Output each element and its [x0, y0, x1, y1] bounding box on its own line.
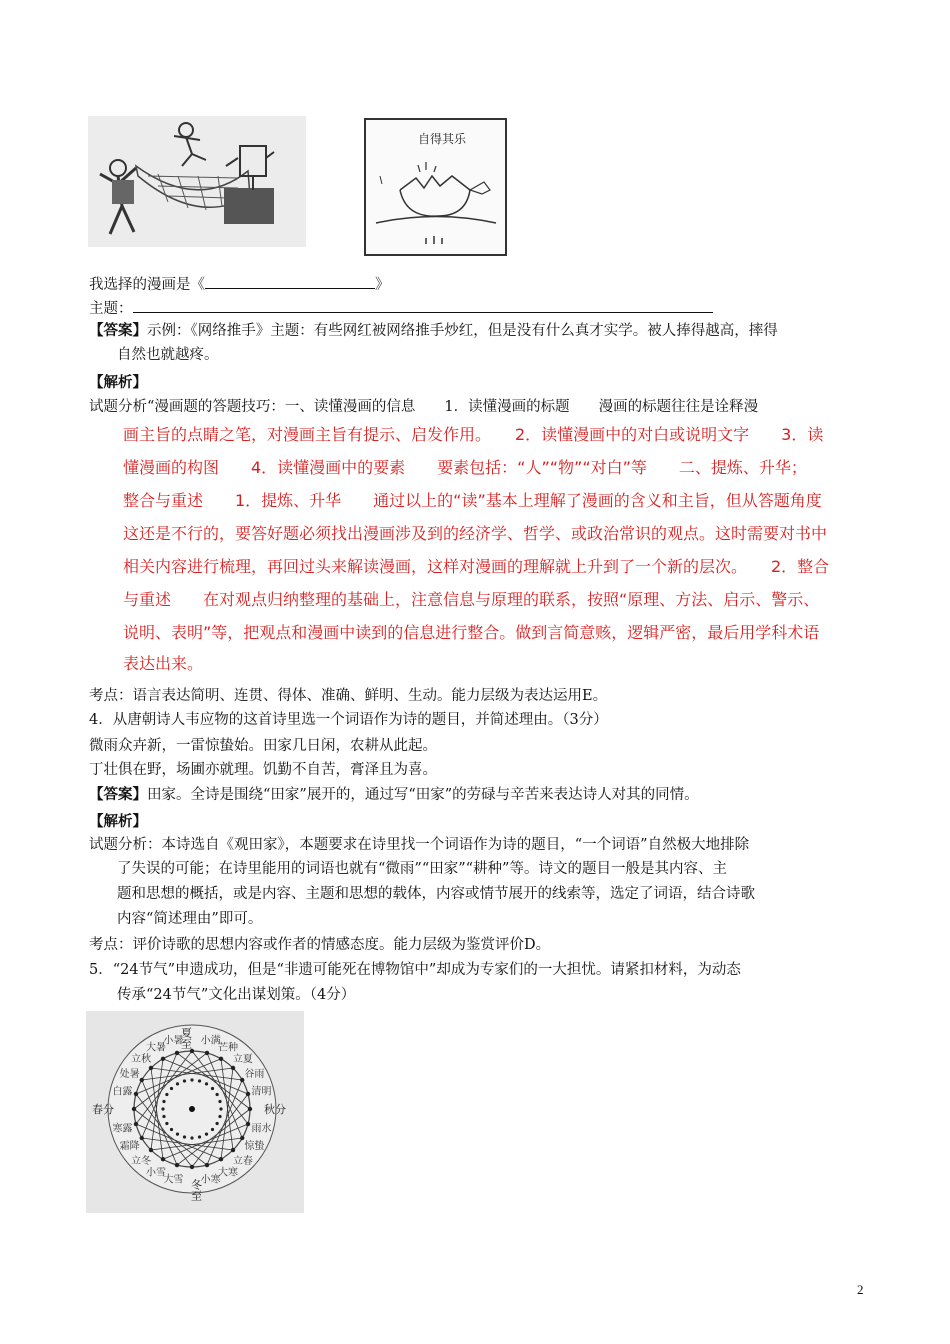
theme-label: 主题：: [89, 301, 133, 317]
q3-red-line: 表达出来。: [123, 654, 204, 673]
wheel-dot: [149, 1148, 153, 1152]
wheel-dot: [218, 1100, 221, 1103]
wheel-dot: [134, 1122, 138, 1126]
wheel-dot: [248, 1107, 252, 1111]
wheel-ring-label: 立冬: [131, 1155, 152, 1167]
wheel-dot: [170, 1128, 173, 1131]
wheel-dot: [231, 1148, 235, 1152]
wheel-dot: [216, 1122, 219, 1125]
wheel-dot: [165, 1122, 168, 1125]
wheel-ring-label: 立春: [232, 1155, 253, 1167]
choice-suffix: 》: [375, 277, 390, 293]
wheel-dot: [190, 1049, 194, 1053]
wheel-dot: [219, 1157, 223, 1161]
theme-line: [89, 298, 713, 319]
theme-blank[interactable]: [133, 298, 713, 313]
solar-terms-wheel: [86, 1011, 304, 1213]
wheel-dot: [205, 1163, 209, 1167]
wheel-ring-label: 立夏: [232, 1054, 253, 1066]
wheel-dot: [161, 1157, 165, 1161]
q4-analysis-line1: 试题分析：本诗选自《观田家》，本题要求在诗里找一个词语作为诗的题目，“一个词语”自然极大地排除: [89, 837, 750, 853]
q3-analysis-tag: 【解析】: [89, 374, 147, 391]
q3-red-line: 整合与重述 1．提炼、升华 通过以上的“读”基本上理解了漫画的含义和主旨，但从答题角度: [123, 491, 822, 510]
wheel-graphic: [86, 1011, 304, 1213]
cartoon-title: 自得其乐: [418, 132, 467, 146]
q4-poem-line1: 微雨众卉新，一雷惊蛰始。田家几日闲，农耕从此起。: [89, 738, 437, 754]
wheel-dot: [162, 1100, 165, 1103]
wheel-ring-label: 惊蛰: [244, 1141, 265, 1152]
wheel-dot: [161, 1107, 164, 1110]
choice-prefix: 我选择的漫画是《: [89, 277, 205, 293]
wheel-ring-label: 寒露: [112, 1123, 133, 1135]
answer-tag: 【答案】: [89, 322, 147, 339]
wheel-ring-label: 小寒: [200, 1174, 221, 1186]
q3-analysis-line1: 试题分析“漫画题的答题技巧：一、读懂漫画的信息 1．读懂漫画的标题 漫画的标题往往是诠释漫: [89, 399, 759, 415]
wheel-dot: [240, 1136, 244, 1140]
wheel-dot: [246, 1092, 250, 1096]
wheel-dot: [205, 1051, 209, 1055]
q3-red-line: 相关内容进行梳理，再回过头来解读漫画，这样对漫画的理解就上升到了一个新的层次。 2．整合: [123, 557, 830, 576]
wheel-dot: [175, 1163, 179, 1167]
wheel-dot: [190, 1078, 193, 1081]
wheel-bottom: 冬至: [189, 1179, 203, 1201]
wheel-right: 秋分: [264, 1103, 286, 1116]
wheel-ring-label: 小雪: [146, 1167, 166, 1179]
wheel-dot: [211, 1128, 214, 1131]
q3-answer-line1: 【答案】示例：《网络推手》主题：有些网红被网络推手炒红，但是没有什么真才实学。被人捧得越高，摔得: [89, 322, 778, 339]
q4-analysis-tag: 【解析】: [89, 813, 147, 830]
wheel-ring-label: 处暑: [119, 1069, 140, 1080]
wheel-left: 春分: [92, 1103, 114, 1116]
q4-poem-line2: 丁壮俱在野，场圃亦就理。饥勤不自苦，膏泽且为喜。: [89, 762, 437, 778]
wheel-dot: [190, 1136, 193, 1139]
wheel-dot: [198, 1135, 201, 1138]
cartoon-network-pusher: [88, 116, 306, 247]
answer-tag: 【答案】: [89, 786, 147, 803]
wheel-dot: [218, 1115, 221, 1118]
q3-red-line: 与重述 在对观点归纳整理的基础上，注意信息与原理的联系，按照“原理、方法、启示、警示、: [123, 590, 820, 609]
wheel-dot: [198, 1079, 201, 1082]
wheel-dot: [176, 1082, 179, 1085]
wheel-dot: [161, 1057, 165, 1061]
wheel-dot: [211, 1087, 214, 1090]
wheel-dot: [140, 1078, 144, 1082]
q4-analysis-line2: 了失误的可能；在诗里能用的词语也就有“微雨”“田家”“耕种”等。诗文的题目一般是其内容、主: [117, 861, 727, 877]
wheel-dot: [246, 1122, 250, 1126]
wheel-dot: [216, 1093, 219, 1096]
wheel-ring-label: 小满: [200, 1035, 221, 1047]
wheel-dot: [183, 1135, 186, 1138]
q5-question-line1: 5．“24节气”申遗成功，但是“非遗可能死在博物馆中”却成为专家们的一大担忧。请紧扣材料，为动态: [89, 962, 741, 978]
wheel-ring-label: 霜降: [119, 1141, 140, 1152]
q3-answer-line2: 自然也就越疼。: [117, 347, 219, 363]
wheel-dot: [205, 1133, 208, 1136]
q3-red-line: 画主旨的点睛之笔，对漫画主旨有提示、启发作用。 2．读懂漫画中的对白或说明文字 3．读: [123, 425, 824, 444]
cartoon-self-amusement: [364, 118, 507, 256]
wheel-ring-label: 立秋: [131, 1054, 152, 1066]
page-number: 2: [857, 1282, 864, 1297]
wheel-dot: [149, 1066, 153, 1070]
wheel-ring-label: 小暑: [163, 1035, 184, 1047]
wheel-dot: [231, 1066, 235, 1070]
wheel-dot: [219, 1107, 222, 1110]
wheel-dot: [140, 1136, 144, 1140]
wheel-dot: [183, 1079, 186, 1082]
wheel-dot: [165, 1093, 168, 1096]
q4-analysis-line4: 内容“简述理由”即可。: [117, 911, 263, 927]
wheel-ring-label: 大寒: [218, 1167, 238, 1179]
q3-red-line: 懂漫画的构图 4．读懂漫画中的要素 要素包括：“人”“物”“对白”等 二、提炼、升华；: [123, 458, 807, 477]
wheel-dot: [132, 1107, 136, 1111]
choice-line: [89, 274, 390, 295]
choice-blank[interactable]: [205, 274, 375, 289]
wheel-dot: [162, 1115, 165, 1118]
wheel-dot: [219, 1057, 223, 1061]
wheel-ring-label: 白露: [112, 1086, 133, 1098]
wheel-ring-label: 大雪: [163, 1174, 184, 1186]
wheel-ring-label: 芒种: [218, 1042, 238, 1054]
wheel-dot: [205, 1082, 208, 1085]
q3-red-line: 说明、表明”等，把观点和漫画中读到的信息进行整合。做到言简意赅，逻辑严密，最后用学科术语: [123, 623, 820, 642]
wheel-dot: [190, 1165, 194, 1169]
wheel-ring-label: 雨水: [251, 1123, 272, 1135]
wheel-ring-label: 大暑: [146, 1042, 166, 1054]
q4-analysis-line3: 题和思想的概括，或是内容、主题和思想的载体，内容或情节展开的线索等，选定了词语，结合诗歌: [117, 886, 755, 902]
wheel-dot: [170, 1087, 173, 1090]
q3-kaodian: 考点：语言表达简明、连贯、得体、准确、鲜明、生动。能力层级为表达运用E。: [89, 688, 608, 704]
wheel-ring-label: 谷雨: [244, 1069, 265, 1080]
wheel-dot: [176, 1133, 179, 1136]
wheel-dot: [175, 1051, 179, 1055]
q3-red-line: 这还是不行的，要答好题必须找出漫画涉及到的经济学、哲学、或政治常识的观点。这时需要对书中: [123, 524, 828, 543]
wheel-dot: [134, 1092, 138, 1096]
wheel-ring-label: 清明: [251, 1086, 272, 1098]
wheel-top: 夏至: [179, 1027, 193, 1049]
q4-question: 4．从唐朝诗人韦应物的这首诗里选一个词语作为诗的题目，并简述理由。（3分）: [89, 712, 608, 728]
q4-answer: 【答案】田家。全诗是围绕“田家”展开的，通过写“田家”的劳碌与辛苦来表达诗人对其的同情。: [89, 786, 699, 803]
q5-question-line2: 传承“24节气”文化出谋划策。（4分）: [117, 987, 356, 1003]
q4-kaodian: 考点：评价诗歌的思想内容或作者的情感态度。能力层级为鉴赏评价D。: [89, 937, 551, 953]
